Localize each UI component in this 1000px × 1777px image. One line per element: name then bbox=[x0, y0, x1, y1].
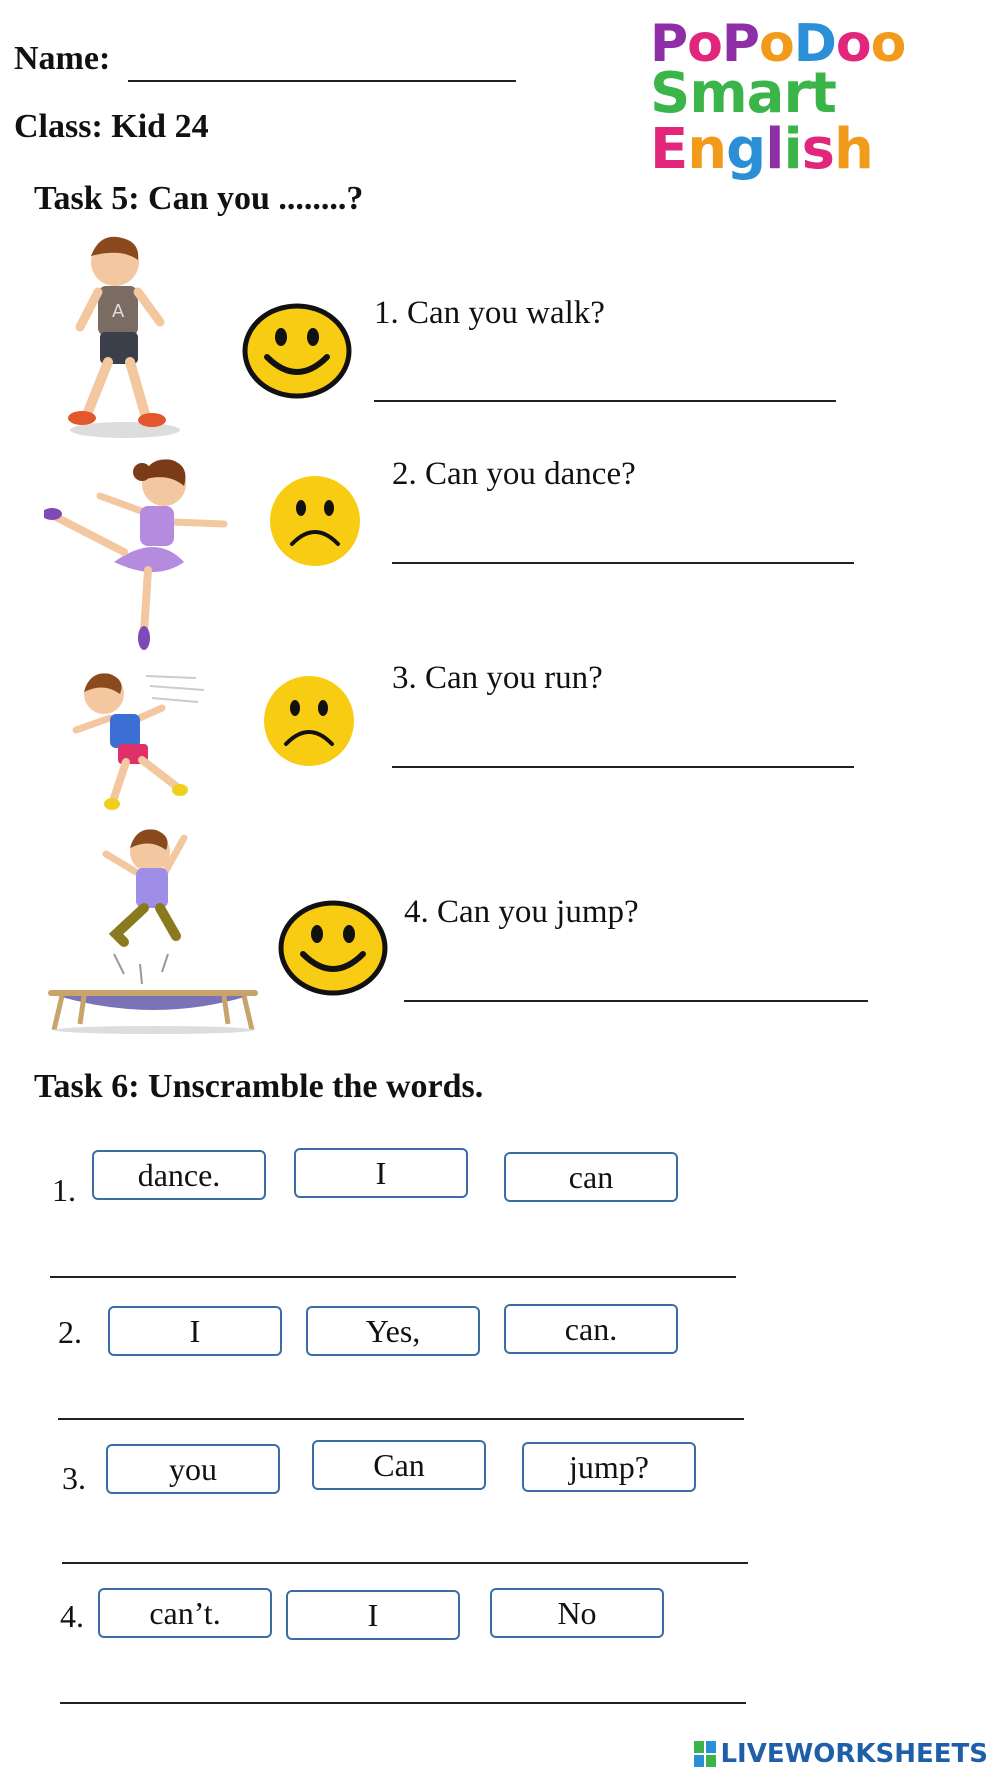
running-boy-icon bbox=[66, 668, 206, 812]
liveworksheets-text: LIVEWORKSHEETS bbox=[720, 1739, 988, 1769]
logo-line1: PoPoDoo bbox=[650, 14, 906, 74]
unscramble-number-4: 4. bbox=[60, 1598, 84, 1634]
answer-line-1[interactable] bbox=[374, 400, 836, 402]
class-label: Class: Kid 24 bbox=[14, 108, 209, 145]
liveworksheets-badge[interactable] bbox=[694, 1739, 988, 1769]
word-box[interactable]: can’t. bbox=[98, 1588, 272, 1638]
unscramble-answer-line-1[interactable] bbox=[50, 1276, 736, 1278]
unscramble-number-2: 2. bbox=[58, 1314, 82, 1350]
task6-title: Task 6: Unscramble the words. bbox=[34, 1068, 484, 1105]
word-box[interactable]: I bbox=[294, 1148, 468, 1198]
word-box[interactable]: I bbox=[286, 1590, 460, 1640]
task5-title: Task 5: Can you ........? bbox=[34, 180, 364, 217]
word-box[interactable]: I bbox=[108, 1306, 282, 1356]
question-1: 1. Can you walk? bbox=[374, 295, 605, 331]
sad-face-icon bbox=[262, 674, 356, 768]
word-box[interactable]: jump? bbox=[522, 1442, 696, 1492]
question-2: 2. Can you dance? bbox=[392, 456, 636, 492]
answer-line-3[interactable] bbox=[392, 766, 854, 768]
answer-line-2[interactable] bbox=[392, 562, 854, 564]
word-box[interactable]: dance. bbox=[92, 1150, 266, 1200]
word-box[interactable]: can bbox=[504, 1152, 678, 1202]
question-4: 4. Can you jump? bbox=[404, 894, 639, 930]
happy-face-icon bbox=[278, 900, 388, 996]
unscramble-answer-line-3[interactable] bbox=[62, 1562, 748, 1564]
happy-face-icon bbox=[242, 303, 352, 399]
word-box[interactable]: Can bbox=[312, 1440, 486, 1490]
word-box[interactable]: Yes, bbox=[306, 1306, 480, 1356]
trampoline-jump-icon bbox=[44, 824, 264, 1034]
unscramble-number-3: 3. bbox=[62, 1460, 86, 1496]
liveworksheets-logo-icon bbox=[694, 1741, 716, 1767]
word-box[interactable]: can. bbox=[504, 1304, 678, 1354]
dancing-girl-icon bbox=[44, 452, 240, 652]
word-box[interactable]: you bbox=[106, 1444, 280, 1494]
popodoo-logo bbox=[650, 14, 970, 182]
unscramble-number-1: 1. bbox=[52, 1172, 76, 1208]
answer-line-4[interactable] bbox=[404, 1000, 868, 1002]
sad-face-icon bbox=[268, 474, 362, 568]
unscramble-answer-line-2[interactable] bbox=[58, 1418, 744, 1420]
word-box[interactable]: No bbox=[490, 1588, 664, 1638]
name-answer-line[interactable] bbox=[128, 80, 516, 82]
walking-boy-icon bbox=[60, 232, 190, 442]
question-3: 3. Can you run? bbox=[392, 660, 603, 696]
logo-line2: Smart English bbox=[650, 61, 873, 182]
svg-text:A: A bbox=[112, 301, 125, 322]
name-label: Name: bbox=[14, 40, 111, 77]
unscramble-answer-line-4[interactable] bbox=[60, 1702, 746, 1704]
